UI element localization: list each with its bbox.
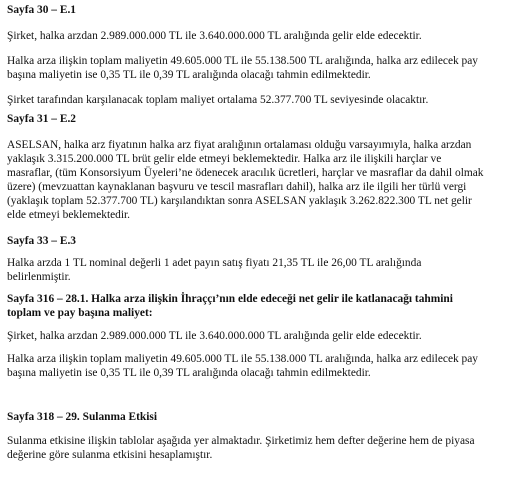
paragraph-aselsan-line-3: masraflar, (tüm Konsorsiyum Üyeleri’ne ödenecek aracılık ücretleri, harçlar ve masraflar da dahil olmak [7, 167, 484, 179]
heading-sayfa-31: Sayfa 31 – E.2 [7, 113, 76, 125]
heading-sayfa-33: Sayfa 33 – E.3 [7, 235, 76, 247]
paragraph-satis-fiyati-line-1: Halka arzda 1 TL nominal değerli 1 adet payın satış fiyatı 21,35 TL ile 26,00 TL aralığında [7, 257, 422, 269]
heading-sayfa-318: Sayfa 318 – 29. Sulanma Etkisi [7, 411, 158, 423]
paragraph-gelir-2: Şirket, halka arzdan 2.989.000.000 TL ile 3.640.000.000 TL aralığında gelir elde edecektir. [7, 330, 422, 342]
paragraph-aselsan-line-1: ASELSAN, halka arz fiyatının halka arz fiyat aralığının ortalaması olduğu varsayımıyla, halka arzdan [7, 139, 472, 151]
paragraph-sulanma-line-2: değerine göre sulanma etkisini hesaplamıştır. [7, 449, 213, 461]
paragraph-aselsan-line-6: elde etmeyi beklemektedir. [7, 209, 131, 221]
paragraph-maliyet-line-1: Halka arza ilişkin toplam maliyetin 49.605.000 TL ile 55.138.500 TL aralığında, halka arz edilecek pay [7, 55, 478, 67]
paragraph-maliyet-2-line-1: Halka arza ilişkin toplam maliyetin 49.605.000 TL ile 55.138.000 TL aralığında, halka arz edilecek pay [7, 353, 478, 365]
paragraph-maliyet-line-2: başına maliyetin ise 0,35 TL ile 0,39 TL aralığında olacağı tahmin edilmektedir. [7, 69, 371, 81]
paragraph-aselsan-line-2: yaklaşık 3.315.200.000 TL brüt gelir elde etmeyi beklemektedir. Halka arz ile ilişkili harçlar ve [7, 153, 442, 165]
paragraph-aselsan-line-4: üzere) (mevzuattan kaynaklanan başvuru ve tescil masrafları dahil), halka arz ile ilgili her türlü vergi [7, 181, 467, 193]
paragraph-maliyet-2-line-2: başına maliyetin ise 0,35 TL ile 0,39 TL aralığında olacağı tahmin edilmektedir. [7, 367, 371, 379]
heading-sayfa-316-line-2: toplam ve pay başına maliyet: [7, 307, 153, 319]
paragraph-gelir: Şirket, halka arzdan 2.989.000.000 TL ile 3.640.000.000 TL aralığında gelir elde edecektir. [7, 30, 422, 42]
paragraph-satis-fiyati-line-2: belirlenmiştir. [7, 271, 71, 283]
paragraph-aselsan-line-5: (yaklaşık toplam 52.377.700 TL) karşılandıktan sonra ASELSAN yaklaşık 3.262.822.300 TL net gelir [7, 195, 472, 207]
paragraph-sulanma-line-1: Sulanma etkisine ilişkin tablolar aşağıda yer almaktadır. Şirketimiz hem defter değerine hem de piyasa [7, 435, 475, 447]
heading-sayfa-316-line-1: Sayfa 316 – 28.1. Halka arza ilişkin İhraççı’nın elde edeceği net gelir ile katlanacağı tahmini [7, 293, 453, 305]
paragraph-ortalama-maliyet: Şirket tarafından karşılanacak toplam maliyet ortalama 52.377.700 TL seviyesinde olacaktır. [7, 94, 429, 106]
heading-sayfa-30: Sayfa 30 – E.1 [7, 4, 76, 16]
